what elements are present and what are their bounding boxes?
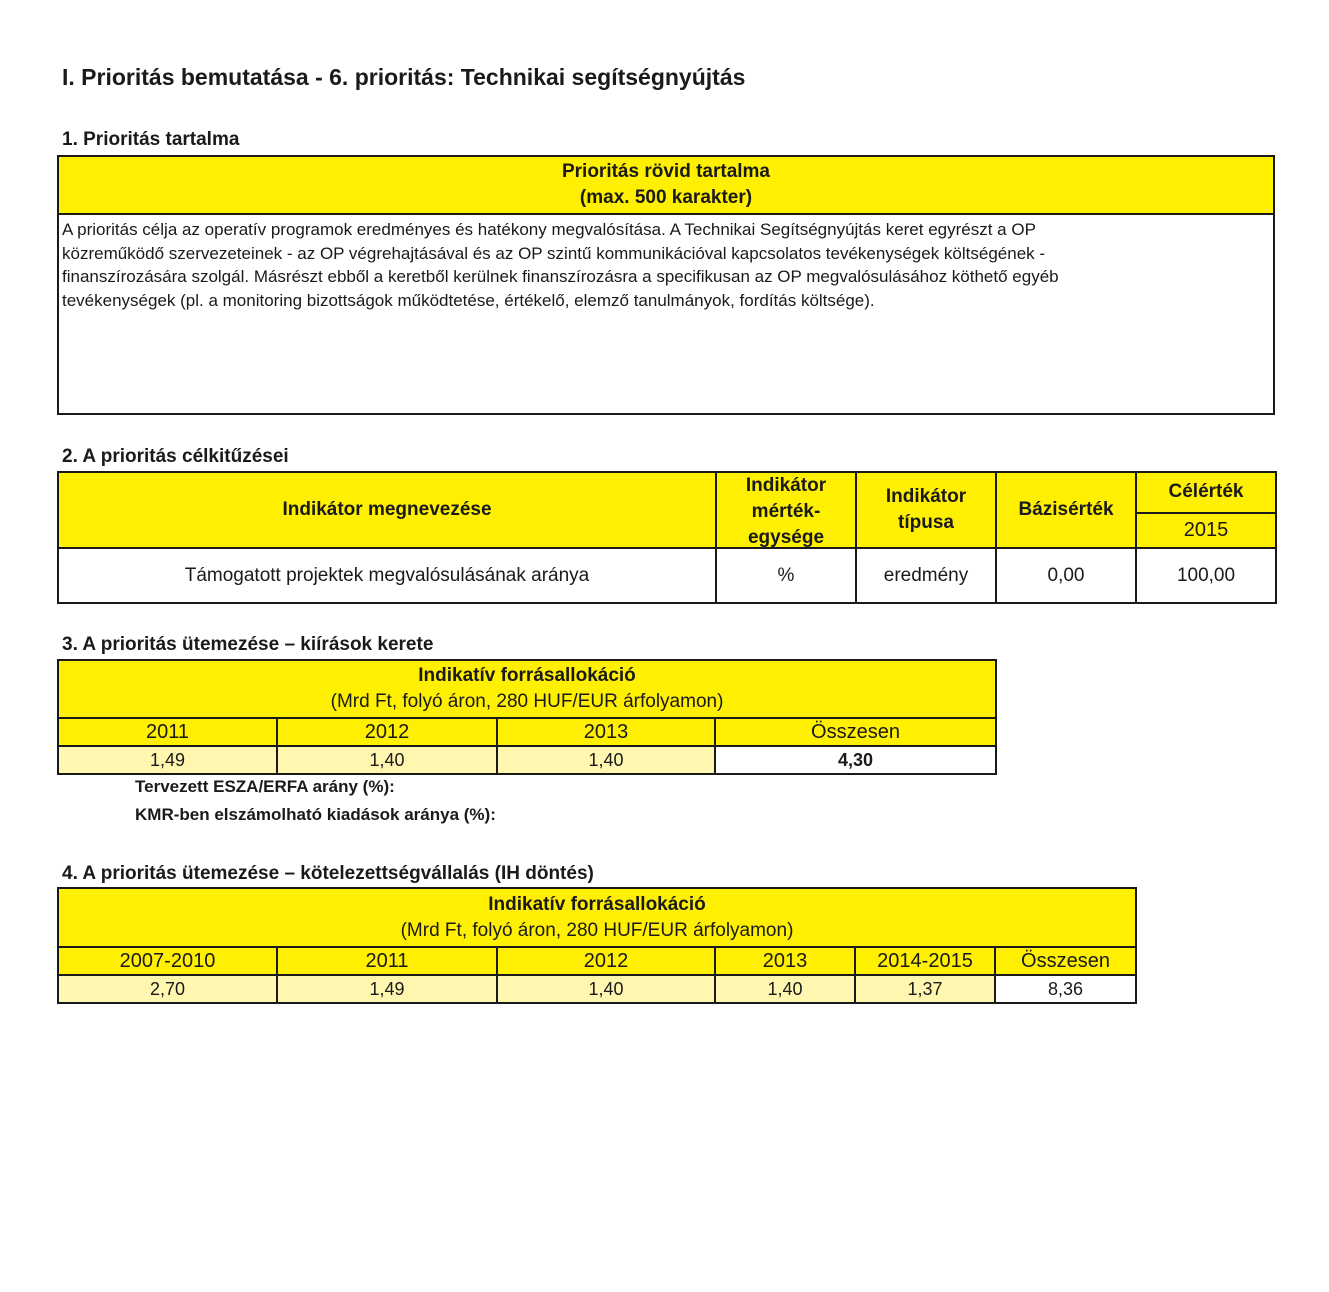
- year-cell: 2013: [715, 947, 855, 975]
- value-cell: 1,40: [277, 746, 497, 774]
- total-value-cell: 8,36: [995, 975, 1136, 1003]
- header-unit-line1: Indikátor: [745, 475, 827, 496]
- header-type-line2: típusa: [898, 512, 954, 533]
- section3-heading: 3. A prioritás ütemezése – kiírások kerete: [62, 634, 434, 655]
- row-target-value: 100,00: [1136, 548, 1276, 603]
- header-target-value: Célérték: [1136, 472, 1276, 513]
- box-title-line1: Prioritás rövid tartalma: [561, 161, 771, 182]
- commitment-allocation-table: [57, 887, 1137, 1004]
- value-cell: 1,40: [497, 746, 715, 774]
- value-cell: 1,40: [715, 975, 855, 1003]
- header-base-value: Bázisérték: [996, 472, 1136, 548]
- header-target-year: 2015: [1136, 513, 1276, 548]
- priority-content-text: [59, 215, 1273, 312]
- value-cell: 1,37: [855, 975, 995, 1003]
- header-type-line1: Indikátor: [885, 486, 967, 507]
- row-indicator-type: eredmény: [856, 548, 996, 603]
- allocation-title-line2: (Mrd Ft, folyó áron, 280 HUF/EUR árfolyamon): [400, 919, 794, 941]
- text-line: tevékenységek (pl. a monitoring bizottságok működtetése, értékelő, elemző tanulmányok, fordítás költsége).: [62, 290, 875, 310]
- section1-heading: 1. Prioritás tartalma: [62, 129, 240, 150]
- row-base-value: 0,00: [996, 548, 1136, 603]
- value-cell: 1,49: [277, 975, 497, 1003]
- year-cell: 2011: [58, 718, 277, 746]
- value-cell: 1,40: [497, 975, 715, 1003]
- year-cell: 2007-2010: [58, 947, 277, 975]
- total-value-cell: 4,30: [715, 746, 996, 774]
- section2-heading: 2. A prioritás célkitűzései: [62, 446, 289, 467]
- header-indicator-name: Indikátor megnevezése: [58, 472, 716, 548]
- total-header-cell: Összesen: [715, 718, 996, 746]
- year-cell: 2012: [497, 947, 715, 975]
- value-cell: 2,70: [58, 975, 277, 1003]
- page-title: I. Prioritás bemutatása - 6. prioritás: Technikai segítségnyújtás: [62, 64, 746, 90]
- header-unit-line3: egysége: [747, 527, 825, 547]
- esza-erfa-ratio-label: Tervezett ESZA/ERFA arány (%):: [135, 777, 395, 796]
- kmr-ratio-label: KMR-ben elszámolható kiadások aránya (%):: [135, 805, 496, 824]
- row-indicator-name: Támogatott projektek megvalósulásának aránya: [58, 548, 716, 603]
- year-cell: 2011: [277, 947, 497, 975]
- total-header-cell: Összesen: [995, 947, 1136, 975]
- text-line: A prioritás célja az operatív programok eredményes és hatékony megvalósítása. A Technikai Segítségnyújtás keret egyrészt a OP: [62, 220, 1036, 239]
- allocation-title: [58, 660, 996, 718]
- allocation-title-line1: Indikatív forrásallokáció: [488, 893, 706, 915]
- year-cell: 2014-2015: [855, 947, 995, 975]
- calls-allocation-table: [57, 659, 997, 775]
- text-line: finanszírozására szolgál. Másrészt ebből a keretből kerülnek finanszírozásra a specifikusan az OP megvalósulásához köthető egyéb: [62, 267, 1059, 286]
- header-unit-line2: mérték-: [751, 501, 821, 522]
- header-indicator-unit: [716, 472, 856, 548]
- header-indicator-type: [856, 472, 996, 548]
- year-cell: 2013: [497, 718, 715, 746]
- row-indicator-unit: %: [716, 548, 856, 603]
- priority-content-box: [57, 155, 1275, 415]
- section4-heading: 4. A prioritás ütemezése – kötelezettségvállalás (IH döntés): [62, 863, 594, 884]
- allocation-title: [58, 888, 1136, 947]
- box-title-line2: (max. 500 karakter): [579, 187, 753, 208]
- priority-content-box-title: [59, 157, 1273, 215]
- allocation-title-line2: (Mrd Ft, folyó áron, 280 HUF/EUR árfolyamon): [330, 691, 724, 712]
- allocation-title-line1: Indikatív forrásallokáció: [418, 665, 636, 686]
- value-cell: 1,49: [58, 746, 277, 774]
- text-line: közreműködő szervezeteinek - az OP végrehajtásával és az OP szintű kommunikációval kapcsolatos tevékenységek költségének -: [62, 243, 1046, 263]
- year-cell: 2012: [277, 718, 497, 746]
- objectives-table: [57, 471, 1277, 604]
